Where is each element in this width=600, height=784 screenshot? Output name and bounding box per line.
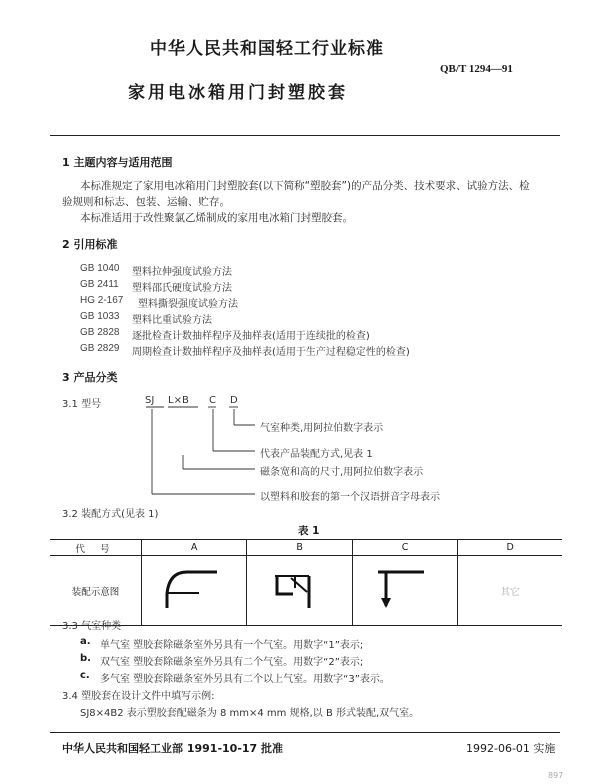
model-note-sj: 以塑料和胶套的第一个汉语拼音字母表示: [260, 492, 440, 503]
ref-code: GB 2828: [80, 327, 120, 338]
diagram-a-figure: [159, 564, 229, 614]
chamber-letter: a.: [80, 636, 91, 647]
model-code-c: C: [209, 395, 216, 406]
chamber-letter: c.: [80, 670, 90, 681]
model-note-c: 代表产品装配方式,见表 1: [260, 449, 373, 460]
table-col-c: C: [352, 540, 457, 556]
section1-para1-line1: 本标准规定了家用电冰箱用门封塑胶套(以下简称“塑胶套”)的产品分类、技术要求、试验方法、检: [80, 180, 530, 192]
diagram-b-figure: [265, 564, 335, 614]
s33-label: 3.3 气室种类: [62, 621, 122, 632]
footer-rule: [50, 732, 560, 733]
section3-heading: 3 产品分类: [62, 371, 118, 384]
section2-heading: 2 引用标准: [62, 238, 118, 251]
diagram-b-cell: [247, 556, 352, 626]
assembly-table: [50, 539, 562, 626]
ref-name: 塑料撕裂强度试验方法: [138, 299, 238, 310]
ref-name: 塑料邵氏硬度试验方法: [132, 283, 232, 294]
model-note-d: 气室种类,用阿拉伯数字表示: [260, 423, 384, 434]
section1-para1-line2: 验规则和标志、包装、运输、贮存。: [62, 196, 230, 208]
ref-code: GB 1040: [80, 263, 120, 274]
document-title: 家用电冰箱用门封塑胶套: [128, 83, 348, 103]
s34-example: SJ8×4B2 表示塑胶套配磁条为 8 mm×4 mm 规格,以 B 形式装配,双气室。: [80, 708, 420, 719]
s34-label: 3.4 塑胶套在设计文件中填写示例:: [62, 691, 215, 702]
ref-name: 逐批检查计数抽样程序及抽样表(适用于连续批的检查): [132, 331, 370, 342]
ref-code: GB 2411: [80, 279, 119, 290]
ref-code: HG 2-167: [80, 295, 124, 306]
ref-name: 塑料拉伸强度试验方法: [132, 267, 232, 278]
diagram-a-cell: [141, 556, 246, 626]
approval-note: 中华人民共和国轻工业部 1991-10-17 批准: [62, 742, 284, 755]
table-title: 表 1: [298, 525, 320, 537]
table-row-label: 装配示意图: [50, 556, 141, 626]
ref-code: GB 2829: [80, 343, 120, 354]
diagram-c-figure: [370, 564, 440, 614]
implementation-date: 1992-06-01 实施: [466, 742, 556, 755]
section1-heading: 1 主题内容与适用范围: [62, 156, 173, 169]
s31-label: 3.1 型号: [62, 399, 102, 410]
chamber-letter: b.: [80, 653, 91, 664]
diagram-c-cell: [352, 556, 457, 626]
table-header-row: [50, 540, 562, 556]
diagram-d-cell: 其它: [458, 556, 562, 626]
s32-label: 3.2 装配方式(见表 1): [62, 509, 159, 520]
standard-code: QB/T 1294—91: [440, 63, 513, 75]
section1-para2: 本标准适用于改性聚氯乙烯制成的家用电冰箱门封塑胶套。: [80, 212, 353, 224]
table-header-code: 代 号: [50, 540, 141, 556]
chamber-text: 多气室 塑胶套除磁条室外另具有二个以上气室。用数字“3”表示。: [100, 674, 390, 685]
model-code-sj: SJ: [145, 395, 155, 406]
model-note-lxb: 磁条宽和高的尺寸,用阿拉伯数字表示: [260, 467, 424, 478]
ref-name: 塑料比重试验方法: [132, 315, 212, 326]
table-col-a: A: [141, 540, 246, 556]
standard-title: 中华人民共和国轻工行业标准: [150, 39, 384, 59]
table-col-b: B: [247, 540, 352, 556]
page-number: 897: [548, 771, 564, 780]
ref-name: 周期检查计数抽样程序及抽样表(适用于生产过程稳定性的检查): [132, 347, 410, 358]
table-col-d: D: [458, 540, 562, 556]
model-code-d: D: [230, 395, 238, 406]
ref-code: GB 1033: [80, 311, 120, 322]
table-row: [50, 556, 562, 626]
chamber-text: 单气室 塑胶套除磁条室外另具有一个气室。用数字“1”表示;: [100, 640, 364, 651]
model-code-lxb: L×B: [168, 395, 189, 406]
chamber-text: 双气室 塑胶套除磁条室外另具有二个气室。用数字“2”表示;: [100, 657, 364, 668]
